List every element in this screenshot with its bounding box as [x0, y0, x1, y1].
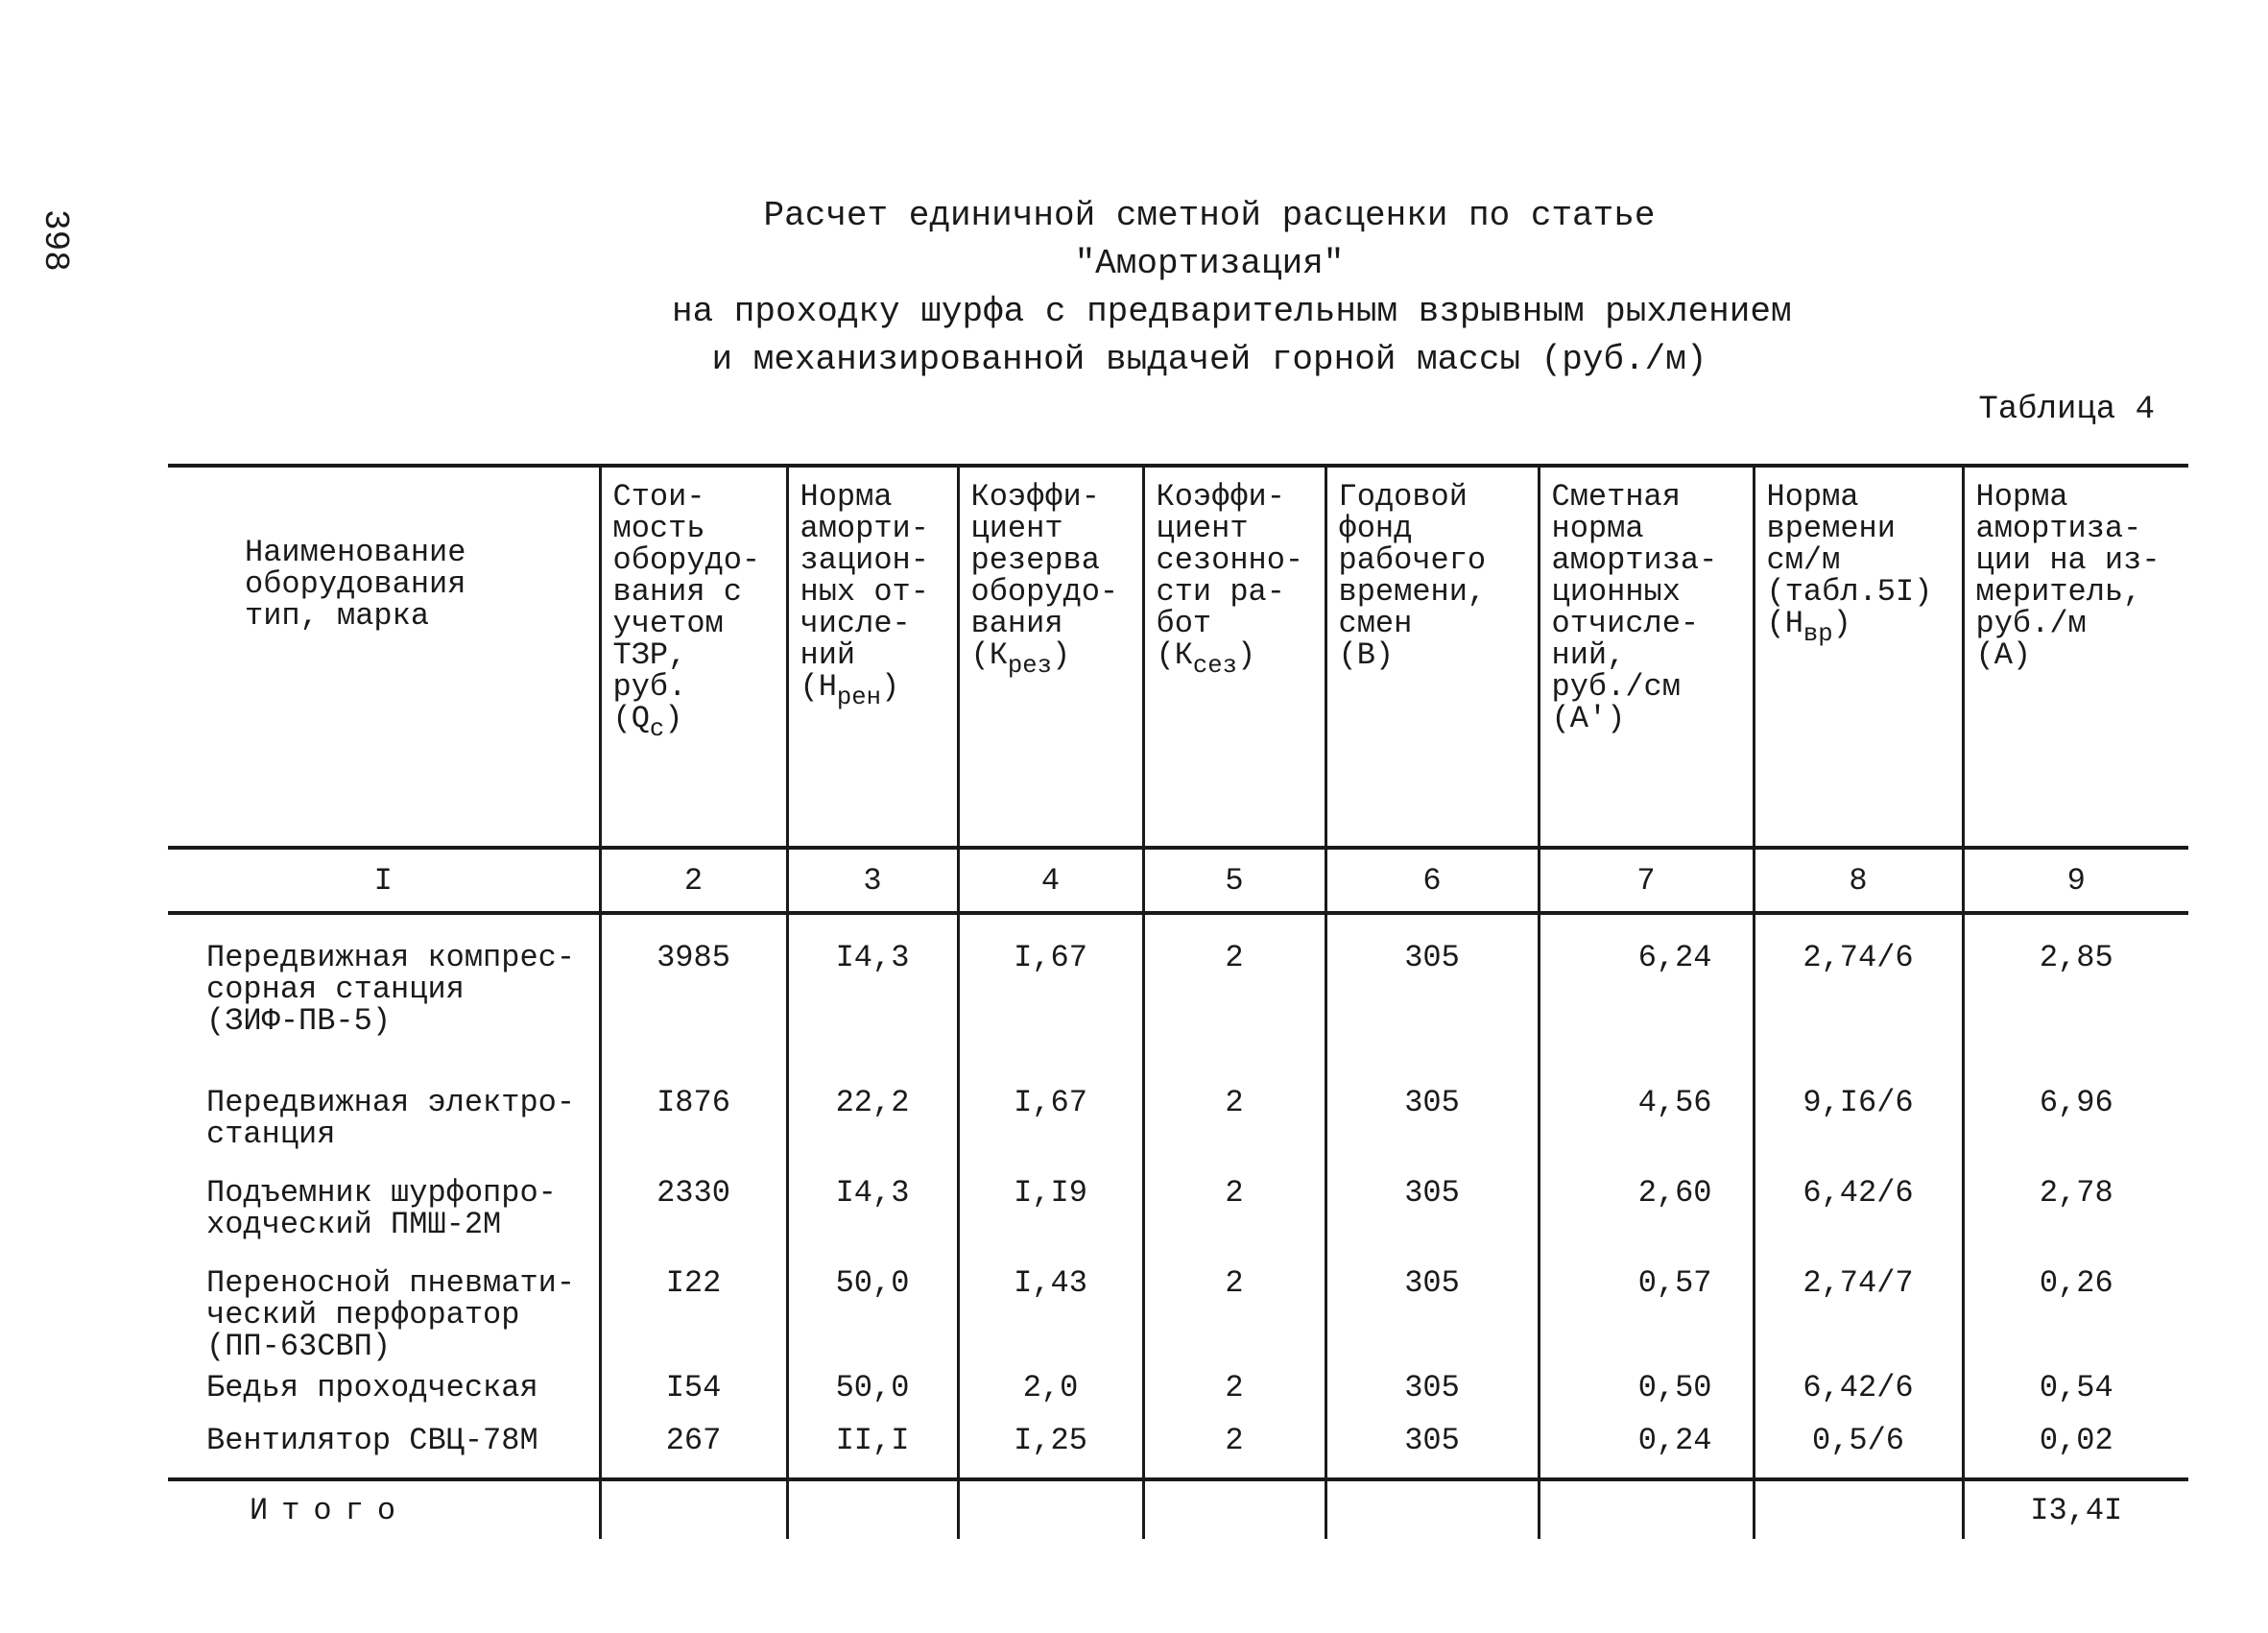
title-line: и механизированной выдачей горной массы (руб./м)	[711, 340, 1707, 379]
cell-cost: 2330	[600, 1150, 787, 1240]
cell-smet: 6,24	[1539, 936, 1754, 1037]
header-line: амортиза-	[1551, 542, 1718, 578]
column-number: 5	[1143, 848, 1325, 913]
cell-k-ses: 2	[1143, 1240, 1325, 1362]
cell-time: 0,5/6	[1754, 1404, 1963, 1456]
total-row	[168, 1479, 2188, 1539]
header-line: резерва	[970, 542, 1100, 578]
amortization-table	[168, 464, 2188, 1539]
table-row	[168, 1362, 2188, 1404]
header-symbol-close: )	[1051, 637, 1071, 673]
header-line: руб./м	[1975, 606, 2087, 641]
header-line: Коэффи-	[1156, 479, 1285, 515]
total-empty-cell	[958, 1479, 1143, 1539]
cell-norm: II,I	[787, 1404, 958, 1456]
equipment-name-line: Передвижная компрес-	[206, 940, 576, 975]
spacer-cell	[1325, 913, 1539, 936]
header-line: учетом	[612, 606, 724, 641]
cell-smet: 0,50	[1539, 1362, 1754, 1404]
equipment-name-line: Передвижная электро-	[206, 1085, 576, 1120]
cell-time: 6,42/6	[1754, 1150, 1963, 1240]
header-line	[971, 639, 1134, 682]
cell-k-rez: I,25	[958, 1404, 1143, 1456]
header-line: Наименование	[245, 535, 466, 570]
cell-k-ses: 2	[1143, 1037, 1325, 1150]
table-row	[168, 1240, 2188, 1362]
cell-fund: 305	[1325, 1404, 1539, 1456]
equipment-name-line: станция	[206, 1117, 336, 1152]
equipment-name	[168, 936, 600, 1037]
header-line: (В)	[1338, 637, 1395, 673]
spacer-cell	[1143, 913, 1325, 936]
total-empty-cell	[1325, 1479, 1539, 1539]
header-symbol: (Н	[800, 669, 837, 705]
cell-k-rez: I,I9	[958, 1150, 1143, 1240]
cell-smet: 0,57	[1539, 1240, 1754, 1362]
header-line: оборудования	[245, 566, 466, 602]
header-line: ных от-	[800, 574, 929, 610]
cell-k-rez: I,43	[958, 1240, 1143, 1362]
spacer-cell	[787, 913, 958, 936]
header-symbol-close: )	[1236, 637, 1256, 673]
header-symbol-subscript: вр	[1802, 619, 1833, 648]
header-symbol-close: )	[880, 669, 900, 705]
cell-amort: 0,26	[1963, 1240, 2188, 1362]
cell-cost: 3985	[600, 936, 787, 1037]
total-label: Итого	[168, 1479, 600, 1539]
header-symbol-subscript: с	[649, 714, 665, 743]
cell-norm: 50,0	[787, 1240, 958, 1362]
header-symbol: (К	[1156, 637, 1193, 673]
cell-amort: 6,96	[1963, 1037, 2188, 1150]
header-line: смен	[1338, 606, 1413, 641]
header-line: фонд	[1338, 511, 1413, 546]
cell-smet: 0,24	[1539, 1404, 1754, 1456]
cell-time: 9,I6/6	[1754, 1037, 1963, 1150]
header-symbol: (Q	[612, 701, 650, 736]
header-symbol-close: )	[1832, 606, 1851, 641]
cell-smet: 2,60	[1539, 1150, 1754, 1240]
header-line: ТЗР,	[612, 637, 687, 673]
equipment-name-line: Переносной пневмати-	[206, 1265, 576, 1301]
header-line: ний,	[1551, 637, 1626, 673]
equipment-name-line: сорная станция	[206, 972, 465, 1007]
header-line: ции на из-	[1975, 542, 2161, 578]
header-line: аморти-	[800, 511, 929, 546]
spacer-cell	[1754, 1456, 1963, 1479]
header-line: отчисле-	[1551, 606, 1700, 641]
header-line: времени	[1766, 511, 1896, 546]
column-number: 3	[787, 848, 958, 913]
header-line: Годовой	[1338, 479, 1468, 515]
column-number: 2	[600, 848, 787, 913]
header-line: сезонно-	[1156, 542, 1304, 578]
spacer-cell	[958, 913, 1143, 936]
header-line: (А)	[1975, 637, 2032, 673]
cell-cost: I876	[600, 1037, 787, 1150]
cell-cost: I22	[600, 1240, 787, 1362]
cell-amort: 2,85	[1963, 936, 2188, 1037]
equipment-name-line: (ЗИФ-ПВ-5)	[206, 1003, 392, 1039]
spacer-cell	[168, 913, 600, 936]
header-line: амортиза-	[1975, 511, 2142, 546]
cell-cost: 267	[600, 1404, 787, 1456]
cell-norm: I4,3	[787, 1150, 958, 1240]
header-line: см/м	[1766, 542, 1841, 578]
header-line: оборудо-	[612, 542, 761, 578]
cell-fund: 305	[1325, 1240, 1539, 1362]
cell-k-ses: 2	[1143, 936, 1325, 1037]
equipment-name-line: ческий перфоратор	[206, 1297, 520, 1333]
header-line: циент	[1156, 511, 1249, 546]
header-line: времени,	[1338, 574, 1487, 610]
total-empty-cell	[1143, 1479, 1325, 1539]
total-empty-cell	[1539, 1479, 1754, 1539]
page-number: 398	[36, 209, 75, 272]
cell-norm: I4,3	[787, 936, 958, 1037]
header-line: циент	[970, 511, 1063, 546]
spacer-row	[168, 1456, 2188, 1479]
header-symbol-subscript: рен	[836, 683, 881, 711]
column-header	[1325, 466, 1539, 848]
spacer-cell	[1963, 1456, 2188, 1479]
cell-fund: 305	[1325, 1150, 1539, 1240]
column-number: 4	[958, 848, 1143, 913]
header-line: Коэффи-	[970, 479, 1100, 515]
cell-time: 2,74/6	[1754, 936, 1963, 1037]
column-number: 8	[1754, 848, 1963, 913]
cell-time: 2,74/7	[1754, 1240, 1963, 1362]
equipment-name-line: Подъемник шурфопро-	[206, 1175, 557, 1211]
column-number-row	[168, 848, 2188, 913]
equipment-name	[168, 1362, 600, 1404]
header-line: вания	[970, 606, 1063, 641]
cell-amort: 2,78	[1963, 1150, 2188, 1240]
header-line: ционных	[1551, 574, 1681, 610]
header-line: Норма	[1766, 479, 1859, 515]
cell-norm: 22,2	[787, 1037, 958, 1150]
spacer-cell	[787, 1456, 958, 1479]
column-header	[1963, 466, 2188, 848]
header-line	[1157, 639, 1317, 682]
total-empty-cell	[1754, 1479, 1963, 1539]
cell-k-ses: 2	[1143, 1150, 1325, 1240]
column-number: I	[168, 848, 600, 913]
column-header	[600, 466, 787, 848]
header-row	[168, 466, 2188, 848]
table-row	[168, 1404, 2188, 1456]
header-line: меритель,	[1975, 574, 2142, 610]
spacer-cell	[1754, 913, 1963, 936]
column-number: 6	[1325, 848, 1539, 913]
header-line: зацион-	[800, 542, 929, 578]
column-number: 9	[1963, 848, 2188, 913]
cell-fund: 305	[1325, 1362, 1539, 1404]
spacer-cell	[1143, 1456, 1325, 1479]
equipment-name	[168, 1240, 600, 1362]
header-line: руб./см	[1551, 669, 1681, 705]
header-line: вания с	[612, 574, 742, 610]
equipment-name-line: Вентилятор СВЦ-78М	[206, 1423, 538, 1458]
table-row	[168, 1037, 2188, 1150]
equipment-name	[168, 1404, 600, 1456]
header-line: Стои-	[612, 479, 705, 515]
column-header	[1143, 466, 1325, 848]
table-label: Таблица 4	[1978, 392, 2155, 428]
table-row	[168, 1150, 2188, 1240]
cell-smet: 4,56	[1539, 1037, 1754, 1150]
header-symbol: (К	[970, 637, 1008, 673]
spacer-cell	[1325, 1456, 1539, 1479]
spacer-cell	[600, 1456, 787, 1479]
table-row	[168, 936, 2188, 1037]
header-line: Норма	[1975, 479, 2068, 515]
title-line: на проходку шурфа с предварительным взрывным рыхлением	[672, 292, 1792, 331]
document-title	[672, 192, 1792, 384]
header-line: числе-	[800, 606, 911, 641]
cell-k-ses: 2	[1143, 1404, 1325, 1456]
header-line	[800, 671, 949, 713]
title-line: Расчет единичной сметной расценки по статье	[763, 196, 1656, 235]
header-line: Норма	[800, 479, 893, 515]
spacer-cell	[958, 1456, 1143, 1479]
spacer-cell	[1963, 913, 2188, 936]
cell-k-ses: 2	[1143, 1362, 1325, 1404]
cell-cost: I54	[600, 1362, 787, 1404]
cell-fund: 305	[1325, 1037, 1539, 1150]
spacer-row	[168, 913, 2188, 936]
header-line: норма	[1551, 511, 1644, 546]
header-line: сти ра-	[1156, 574, 1285, 610]
column-header	[1754, 466, 1963, 848]
header-symbol-close: )	[664, 701, 683, 736]
total-empty-cell	[787, 1479, 958, 1539]
cell-amort: 0,02	[1963, 1404, 2188, 1456]
header-symbol-subscript: рез	[1007, 651, 1052, 680]
header-line: мость	[612, 511, 705, 546]
spacer-cell	[600, 913, 787, 936]
equipment-name	[168, 1037, 600, 1150]
cell-fund: 305	[1325, 936, 1539, 1037]
equipment-name	[168, 1150, 600, 1240]
cell-amort: 0,54	[1963, 1362, 2188, 1404]
spacer-cell	[1539, 913, 1754, 936]
column-header	[168, 466, 600, 848]
header-line: Сметная	[1551, 479, 1681, 515]
total-empty-cell	[600, 1479, 787, 1539]
header-symbol: (Н	[1766, 606, 1803, 641]
cell-k-rez: I,67	[958, 936, 1143, 1037]
header-line: тип, марка	[245, 598, 430, 634]
column-header	[787, 466, 958, 848]
header-line	[1767, 608, 1954, 650]
spacer-cell	[1539, 1456, 1754, 1479]
spacer-cell	[168, 1456, 600, 1479]
cell-k-rez: I,67	[958, 1037, 1143, 1150]
header-line: бот	[1156, 606, 1212, 641]
header-line: рабочего	[1338, 542, 1487, 578]
header-line: (А')	[1551, 701, 1626, 736]
header-line: руб.	[612, 669, 687, 705]
header-line	[613, 703, 778, 745]
column-number: 7	[1539, 848, 1754, 913]
header-symbol-subscript: сез	[1192, 651, 1237, 680]
header-line: (табл.5I)	[1766, 574, 1933, 610]
column-header	[958, 466, 1143, 848]
header-line: ний	[800, 637, 856, 673]
equipment-name-line: Бедья проходческая	[206, 1370, 538, 1405]
cell-norm: 50,0	[787, 1362, 958, 1404]
header-line: оборудо-	[970, 574, 1119, 610]
cell-time: 6,42/6	[1754, 1362, 1963, 1404]
equipment-name-line: ходческий ПМШ-2М	[206, 1207, 502, 1242]
total-amort: I3,4I	[1963, 1479, 2188, 1539]
equipment-name-line: (ПП-63СВП)	[206, 1329, 392, 1364]
title-line: "Амортизация"	[1074, 244, 1345, 283]
column-header	[1539, 466, 1754, 848]
cell-k-rez: 2,0	[958, 1362, 1143, 1404]
